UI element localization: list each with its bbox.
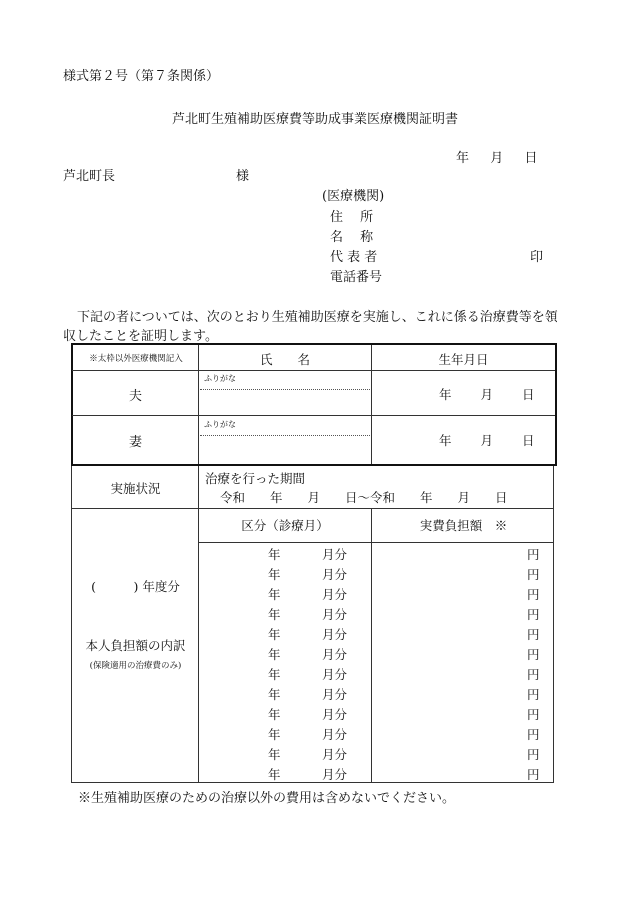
month-row-year[interactable]: 年 xyxy=(268,647,281,662)
month-row-month[interactable]: 月分 xyxy=(322,667,348,682)
wife-label: 妻 xyxy=(128,435,142,450)
treatment-table-frame xyxy=(71,466,554,783)
addressee-name: 芦北町長 xyxy=(63,169,116,184)
column-header-birthdate: 生年月日 xyxy=(438,352,489,367)
month-row-month[interactable]: 月分 xyxy=(322,587,348,602)
issue-date: 年 月 日 xyxy=(456,151,538,166)
institution-name-label: 名 称 xyxy=(330,230,374,245)
month-row-yen[interactable]: 円 xyxy=(527,547,540,562)
month-row-month[interactable]: 月分 xyxy=(322,607,348,622)
institution-heading: (医療機関) xyxy=(322,189,385,204)
outside-frame-note: ※太枠以外医療機関記入 xyxy=(89,354,183,364)
statement-line-1: 下記の者については、次のとおり生殖補助医療を実施し、これに係る治療費等を領 xyxy=(77,310,558,325)
breakdown-header-divider xyxy=(199,542,554,543)
actual-cost-header: 実費負担額 ※ xyxy=(419,518,508,533)
month-row-year[interactable]: 年 xyxy=(268,747,281,762)
month-row-year[interactable]: 年 xyxy=(268,607,281,622)
implementation-row-divider xyxy=(72,508,554,509)
institution-address-label: 住 所 xyxy=(330,210,374,225)
month-row-month[interactable]: 月分 xyxy=(322,627,348,642)
month-row-year[interactable]: 年 xyxy=(268,767,281,782)
header-row-divider xyxy=(72,370,555,371)
month-row-year[interactable]: 年 xyxy=(268,727,281,742)
month-row-month[interactable]: 月分 xyxy=(322,647,348,662)
statement-line-2: 収したことを証明します。 xyxy=(63,329,218,344)
month-row-year[interactable]: 年 xyxy=(268,667,281,682)
husband-label: 夫 xyxy=(128,389,142,404)
lower-column-divider-1 xyxy=(198,466,199,783)
month-row-yen[interactable]: 円 xyxy=(527,647,540,662)
treatment-period-label: 治療を行った期間 xyxy=(205,471,306,486)
wife-furigana-label: ふりがな xyxy=(204,420,236,429)
month-row-yen[interactable]: 円 xyxy=(527,587,540,602)
lower-column-divider-2 xyxy=(371,508,372,783)
month-row-yen[interactable]: 円 xyxy=(527,627,540,642)
document-title: 芦北町生殖補助医療費等助成事業医療機関証明書 xyxy=(171,112,458,127)
month-row-yen[interactable]: 円 xyxy=(527,707,540,722)
wife-furigana-dotted-line xyxy=(200,435,370,436)
husband-birthdate-field[interactable]: 年 月 日 xyxy=(439,387,535,402)
month-row-month[interactable]: 月分 xyxy=(322,687,348,702)
month-row-yen[interactable]: 円 xyxy=(527,607,540,622)
husband-wife-divider xyxy=(72,415,555,416)
month-row-yen[interactable]: 円 xyxy=(527,687,540,702)
fiscal-year-label: ( ) 年度分 xyxy=(91,579,180,594)
husband-furigana-dotted-line xyxy=(200,389,370,390)
month-row-month[interactable]: 月分 xyxy=(322,707,348,722)
addressee-honorific: 様 xyxy=(236,169,250,184)
month-row-month[interactable]: 月分 xyxy=(322,727,348,742)
month-row-year[interactable]: 年 xyxy=(268,687,281,702)
institution-phone-label: 電話番号 xyxy=(330,270,383,285)
month-row-year[interactable]: 年 xyxy=(268,547,281,562)
footnote: ※生殖補助医療のための治療以外の費用は含めないでください。 xyxy=(78,791,456,806)
category-header: 区分（診療月） xyxy=(241,518,329,533)
month-row-month[interactable]: 月分 xyxy=(322,547,348,562)
month-row-year[interactable]: 年 xyxy=(268,587,281,602)
month-row-yen[interactable]: 円 xyxy=(527,667,540,682)
month-row-year[interactable]: 年 xyxy=(268,627,281,642)
breakdown-label: 本人負担額の内訳 xyxy=(85,638,186,653)
month-row-yen[interactable]: 円 xyxy=(527,727,540,742)
form-number: 様式第２号（第７条関係） xyxy=(63,69,220,84)
month-row-yen[interactable]: 円 xyxy=(527,747,540,762)
month-row-month[interactable]: 月分 xyxy=(322,747,348,762)
month-row-month[interactable]: 月分 xyxy=(322,567,348,582)
column-header-name: 氏 名 xyxy=(259,352,310,367)
month-row-year[interactable]: 年 xyxy=(268,707,281,722)
treatment-period-dates[interactable]: 令和 年 月 日～令和 年 月 日 xyxy=(220,490,508,505)
month-row-yen[interactable]: 円 xyxy=(527,767,540,782)
seal-mark: 印 xyxy=(530,250,544,265)
institution-representative-label: 代 表 者 xyxy=(330,250,378,265)
month-row-month[interactable]: 月分 xyxy=(322,767,348,782)
breakdown-note: (保険適用の治療費のみ) xyxy=(89,661,182,671)
implementation-status-label: 実施状況 xyxy=(110,481,161,496)
month-row-year[interactable]: 年 xyxy=(268,567,281,582)
month-row-yen[interactable]: 円 xyxy=(527,567,540,582)
husband-furigana-label: ふりがな xyxy=(204,374,236,383)
wife-birthdate-field[interactable]: 年 月 日 xyxy=(439,433,535,448)
